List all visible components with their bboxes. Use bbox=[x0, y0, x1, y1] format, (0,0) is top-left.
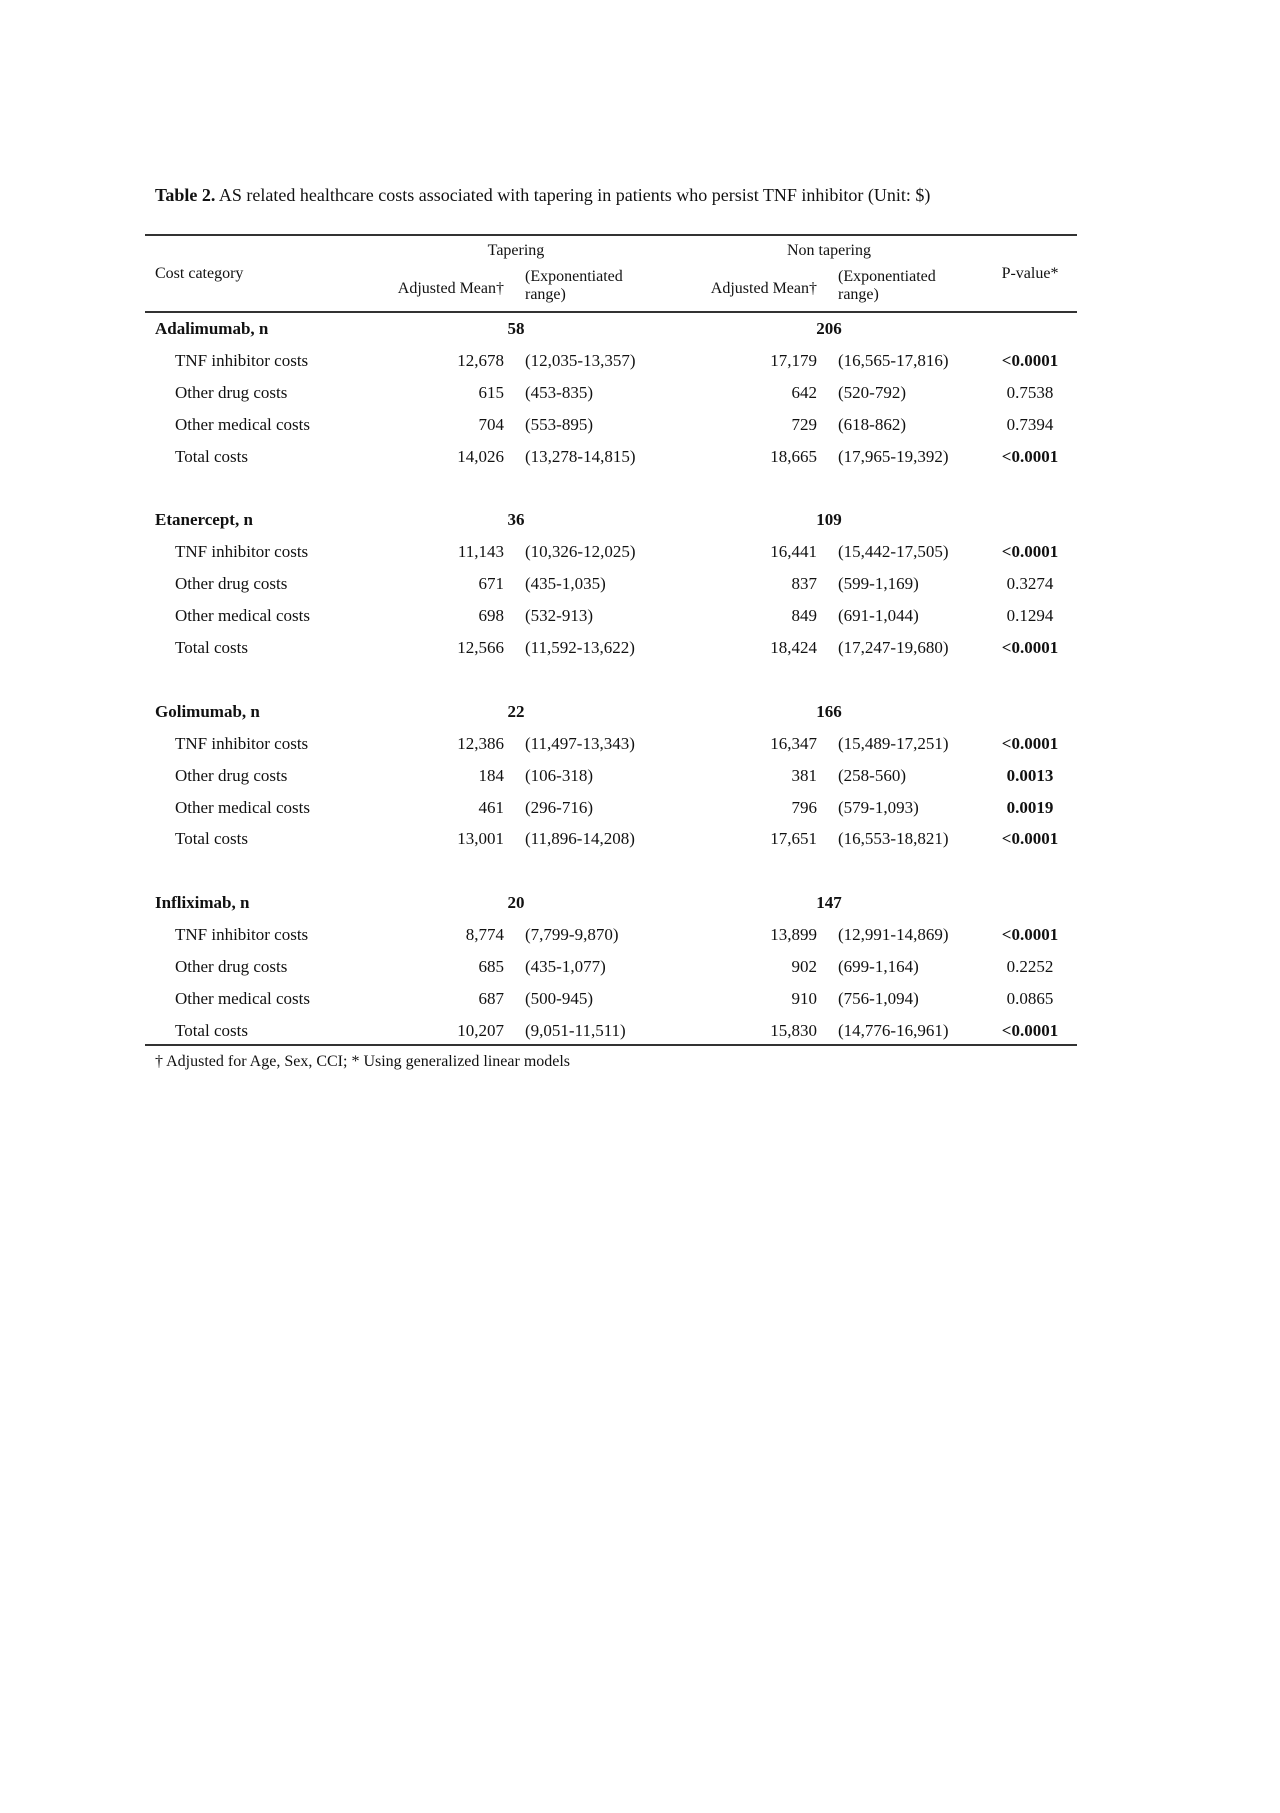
tapering-adjusted-mean: 704 bbox=[478, 414, 504, 434]
non-tapering-range: (599-1,169) bbox=[838, 574, 919, 594]
header-p-value: P-value* bbox=[1001, 265, 1059, 282]
non-tapering-adjusted-mean: 13,899 bbox=[770, 925, 817, 945]
tapering-range: (500-945) bbox=[525, 988, 593, 1008]
tapering-range: (532-913) bbox=[525, 606, 593, 626]
non-tapering-adjusted-mean: 17,651 bbox=[770, 829, 817, 849]
row-category: Other medical costs bbox=[175, 606, 311, 626]
p-value: 0.0019 bbox=[1006, 797, 1054, 817]
non-tapering-adjusted-mean: 16,441 bbox=[770, 542, 817, 562]
tapering-adjusted-mean: 10,207 bbox=[457, 1020, 504, 1040]
tapering-range: (435-1,035) bbox=[525, 574, 606, 594]
tapering-adjusted-mean: 13,001 bbox=[457, 829, 504, 849]
non-tapering-range: (16,553-18,821) bbox=[838, 829, 949, 849]
group-name: Infliximab, n bbox=[155, 893, 250, 913]
bottom-rule bbox=[145, 1044, 1077, 1046]
top-rule bbox=[145, 234, 1077, 236]
tapering-range: (11,592-13,622) bbox=[525, 638, 635, 657]
p-value: 0.3274 bbox=[1006, 574, 1054, 594]
group-n-tapering: 22 bbox=[507, 701, 525, 721]
tapering-adjusted-mean: 8,774 bbox=[465, 925, 504, 945]
header-cost-category: Cost category bbox=[155, 265, 244, 282]
p-value: <0.0001 bbox=[1001, 733, 1059, 753]
p-value: 0.2252 bbox=[1006, 957, 1054, 976]
non-tapering-adjusted-mean: 642 bbox=[791, 382, 817, 402]
table-caption bbox=[155, 184, 1065, 206]
p-value: 0.7394 bbox=[1006, 414, 1054, 434]
non-tapering-range: (12,991-14,869) bbox=[838, 925, 949, 945]
header-rule bbox=[145, 311, 1077, 313]
tapering-range: (453-835) bbox=[525, 382, 593, 402]
non-tapering-adjusted-mean: 18,424 bbox=[770, 638, 817, 657]
non-tapering-range: (699-1,164) bbox=[838, 957, 919, 976]
caption-text: AS related healthcare costs associated with tapering in patients who persist TNF inhibitor (Unit: $) bbox=[218, 185, 931, 205]
p-value: <0.0001 bbox=[1001, 925, 1059, 945]
tapering-adjusted-mean: 685 bbox=[478, 957, 504, 976]
row-category: Total costs bbox=[175, 446, 248, 466]
non-tapering-range: (258-560) bbox=[838, 765, 906, 785]
tapering-range: (10,326-12,025) bbox=[525, 542, 636, 562]
p-value: 0.0865 bbox=[1006, 988, 1054, 1008]
p-value: <0.0001 bbox=[1001, 829, 1059, 849]
row-category: Other medical costs bbox=[175, 797, 311, 817]
tapering-range: (9,051-11,511) bbox=[525, 1020, 626, 1040]
tapering-adjusted-mean: 12,678 bbox=[457, 350, 504, 370]
row-category: Total costs bbox=[175, 829, 248, 849]
tapering-adjusted-mean: 615 bbox=[478, 382, 504, 402]
tapering-range: (11,497-13,343) bbox=[525, 733, 635, 753]
tapering-range: (106-318) bbox=[525, 765, 593, 785]
p-value: 0.1294 bbox=[1006, 606, 1054, 626]
tapering-adjusted-mean: 14,026 bbox=[457, 446, 504, 466]
non-tapering-range: (520-792) bbox=[838, 382, 906, 402]
group-n-non-tapering: 206 bbox=[816, 319, 842, 338]
tapering-range: (11,896-14,208) bbox=[525, 829, 635, 849]
non-tapering-range: (691-1,044) bbox=[838, 606, 919, 626]
non-tapering-range: (618-862) bbox=[838, 414, 906, 434]
tapering-adjusted-mean: 698 bbox=[478, 606, 504, 626]
row-category: Other medical costs bbox=[175, 414, 311, 434]
non-tapering-adjusted-mean: 17,179 bbox=[770, 350, 817, 370]
header-non-tapering-adjusted-mean: Adjusted Mean† bbox=[710, 280, 817, 297]
non-tapering-adjusted-mean: 16,347 bbox=[770, 733, 817, 753]
non-tapering-range: (17,965-19,392) bbox=[838, 446, 949, 466]
row-category: Other medical costs bbox=[175, 988, 311, 1008]
row-category: TNF inhibitor costs bbox=[175, 542, 309, 562]
group-name: Adalimumab, n bbox=[155, 319, 269, 338]
p-value: <0.0001 bbox=[1001, 638, 1059, 657]
row-category: TNF inhibitor costs bbox=[175, 925, 309, 945]
group-n-tapering: 58 bbox=[507, 319, 525, 338]
header-tapering: Tapering bbox=[487, 242, 545, 259]
non-tapering-range: (15,442-17,505) bbox=[838, 542, 949, 562]
non-tapering-range: (579-1,093) bbox=[838, 797, 919, 817]
non-tapering-adjusted-mean: 729 bbox=[791, 414, 817, 434]
caption-label: Table 2. bbox=[155, 185, 216, 205]
group-n-non-tapering: 147 bbox=[816, 893, 842, 913]
non-tapering-adjusted-mean: 18,665 bbox=[770, 446, 817, 466]
non-tapering-adjusted-mean: 849 bbox=[791, 606, 817, 626]
non-tapering-range: (16,565-17,816) bbox=[838, 350, 949, 370]
tapering-range: (7,799-9,870) bbox=[525, 925, 619, 945]
non-tapering-adjusted-mean: 837 bbox=[791, 574, 817, 594]
non-tapering-range: (17,247-19,680) bbox=[838, 638, 949, 657]
non-tapering-range: (15,489-17,251) bbox=[838, 733, 949, 753]
row-category: Other drug costs bbox=[175, 574, 288, 594]
tapering-range: (13,278-14,815) bbox=[525, 446, 636, 466]
group-name: Etanercept, n bbox=[155, 510, 253, 530]
non-tapering-adjusted-mean: 381 bbox=[791, 765, 817, 785]
p-value: <0.0001 bbox=[1001, 350, 1059, 370]
table-footnote: † Adjusted for Age, Sex, CCI; * Using generalized linear models bbox=[155, 1053, 571, 1070]
non-tapering-range: (14,776-16,961) bbox=[838, 1020, 949, 1040]
group-name: Golimumab, n bbox=[155, 701, 260, 721]
p-value: 0.7538 bbox=[1006, 382, 1054, 402]
group-n-tapering: 20 bbox=[507, 893, 525, 913]
group-n-non-tapering: 109 bbox=[816, 510, 842, 530]
row-category: TNF inhibitor costs bbox=[175, 733, 309, 753]
tapering-range: (296-716) bbox=[525, 797, 593, 817]
tapering-adjusted-mean: 461 bbox=[478, 797, 504, 817]
group-n-non-tapering: 166 bbox=[816, 701, 842, 721]
row-category: TNF inhibitor costs bbox=[175, 350, 309, 370]
row-category: Other drug costs bbox=[175, 957, 288, 976]
p-value: <0.0001 bbox=[1001, 542, 1059, 562]
non-tapering-adjusted-mean: 796 bbox=[791, 797, 817, 817]
non-tapering-adjusted-mean: 15,830 bbox=[770, 1020, 817, 1040]
row-category: Total costs bbox=[175, 1020, 248, 1040]
non-tapering-adjusted-mean: 910 bbox=[791, 988, 817, 1008]
header-non-tapering-range: (Exponentiated range) bbox=[838, 268, 936, 303]
p-value: 0.0013 bbox=[1006, 765, 1054, 785]
header-non-tapering: Non tapering bbox=[787, 242, 871, 259]
p-value: <0.0001 bbox=[1001, 446, 1059, 466]
non-tapering-adjusted-mean: 902 bbox=[791, 957, 817, 976]
non-tapering-range: (756-1,094) bbox=[838, 988, 919, 1008]
header-tapering-adjusted-mean: Adjusted Mean† bbox=[397, 280, 504, 297]
tapering-range: (12,035-13,357) bbox=[525, 350, 636, 370]
tapering-adjusted-mean: 671 bbox=[478, 574, 504, 594]
row-category: Other drug costs bbox=[175, 382, 288, 402]
tapering-range: (435-1,077) bbox=[525, 957, 606, 976]
row-category: Other drug costs bbox=[175, 765, 288, 785]
row-category: Total costs bbox=[175, 638, 248, 657]
tapering-range: (553-895) bbox=[525, 414, 593, 434]
tapering-adjusted-mean: 12,386 bbox=[457, 733, 504, 753]
header-tapering-range: (Exponentiated range) bbox=[525, 268, 623, 303]
tapering-adjusted-mean: 12,566 bbox=[457, 638, 504, 657]
tapering-adjusted-mean: 184 bbox=[478, 765, 504, 785]
group-n-tapering: 36 bbox=[507, 510, 525, 530]
tapering-adjusted-mean: 687 bbox=[478, 988, 504, 1008]
tapering-adjusted-mean: 11,143 bbox=[457, 542, 504, 562]
p-value: <0.0001 bbox=[1001, 1020, 1059, 1040]
